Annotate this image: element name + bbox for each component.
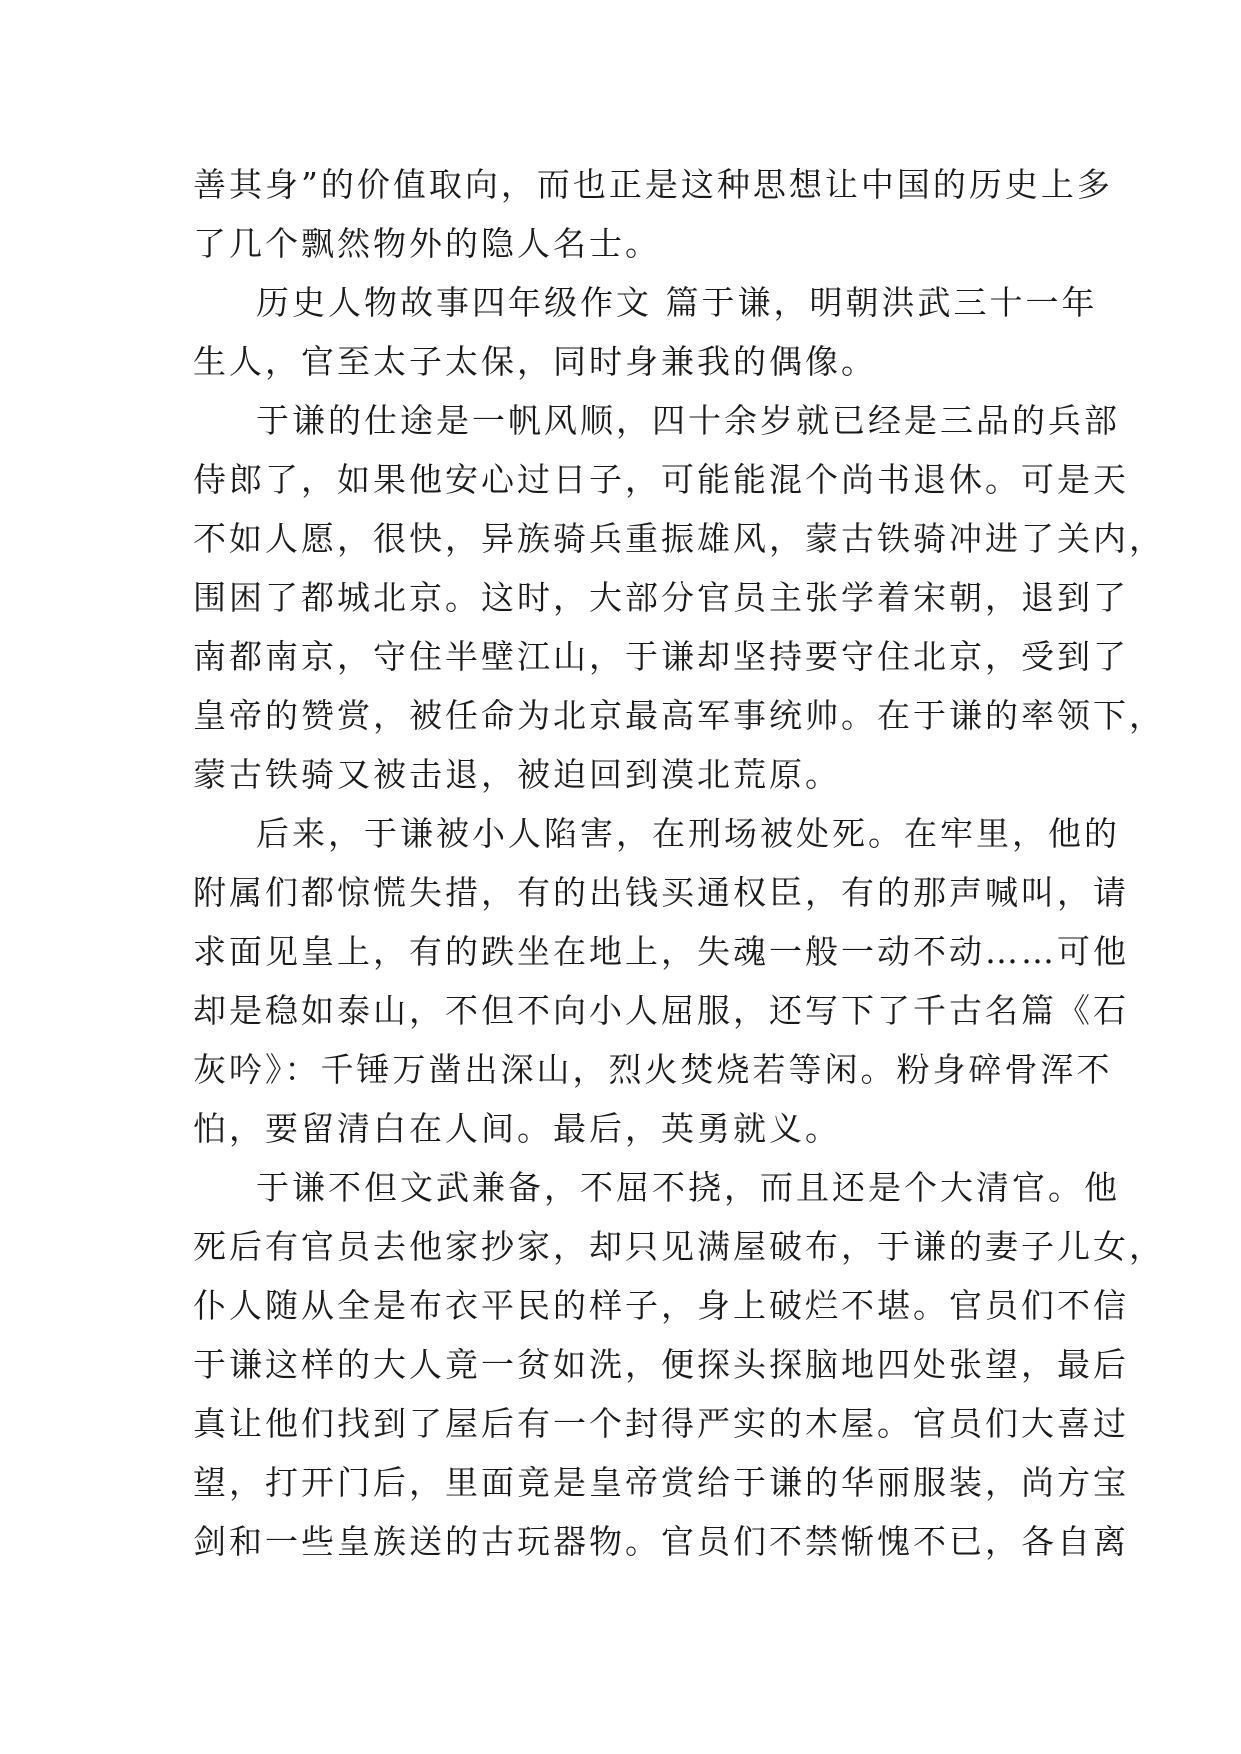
body-text [193,155,1165,1571]
text-line: 仆人随从全是布衣平民的样子，身上破烂不堪。官员们不信 [193,1286,1129,1325]
text-line: 善其身”的价值取向，而也正是这种思想让中国的历史上多 [193,165,1113,204]
text-line: 怕，要留清白在人间。最后，英勇就义。 [193,1109,841,1148]
text-line: 皇帝的赞赏，被任命为北京最高军事统帅。在于谦的率领下， [193,696,1165,735]
text-line: 附属们都惊慌失措，有的出钱买通权臣，有的那声喊叫，请 [193,873,1129,912]
text-line: 围困了都城北京。这时，大部分官员主张学着宋朝，退到了 [193,578,1129,617]
text-line: 求面见皇上，有的跌坐在地上，失魂一般一动不动……可他 [193,932,1129,971]
paragraph-start-line: 于谦的仕途是一帆风顺，四十余岁就已经是三品的兵部 [256,401,1120,440]
text-line: 南都南京，守住半壁江山，于谦却坚持要守住北京，受到了 [193,637,1129,676]
text-line: 于谦这样的大人竟一贫如洗，便探头探脑地四处张望，最后 [193,1345,1129,1384]
paragraph-start-line: 历史人物故事四年级作文 篇于谦，明朝洪武三十一年 [256,283,1098,322]
text-line: 不如人愿，很快，异族骑兵重振雄风，蒙古铁骑冲进了关内， [193,519,1165,558]
text-line: 望，打开门后，里面竟是皇帝赏给于谦的华丽服装，尚方宝 [193,1463,1129,1502]
paragraph-start-line: 后来，于谦被小人陷害，在刑场被处死。在牢里，他的 [256,814,1120,853]
text-line: 真让他们找到了屋后有一个封得严实的木屋。官员们大喜过 [193,1404,1129,1443]
text-line: 死后有官员去他家抄家，却只见满屋破布，于谦的妻子儿女， [193,1227,1165,1266]
text-line: 了几个飘然物外的隐人名士。 [193,224,661,263]
text-line: 侍郎了，如果他安心过日子，可能能混个尚书退休。可是天 [193,460,1129,499]
text-line: 剑和一些皇族送的古玩器物。官员们不禁惭愧不已，各自离 [193,1522,1129,1561]
text-line: 灰吟》：千锤万凿出深山，烈火焚烧若等闲。粉身碎骨浑不 [193,1050,1113,1089]
text-line: 却是稳如泰山，不但不向小人屈服，还写下了千古名篇《石 [193,991,1129,1030]
text-line: 生人，官至太子太保，同时身兼我的偶像。 [193,342,877,381]
paragraph-start-line: 于谦不但文武兼备，不屈不挠，而且还是个大清官。他 [256,1168,1120,1207]
text-line: 蒙古铁骑又被击退，被迫回到漠北荒原。 [193,755,841,794]
